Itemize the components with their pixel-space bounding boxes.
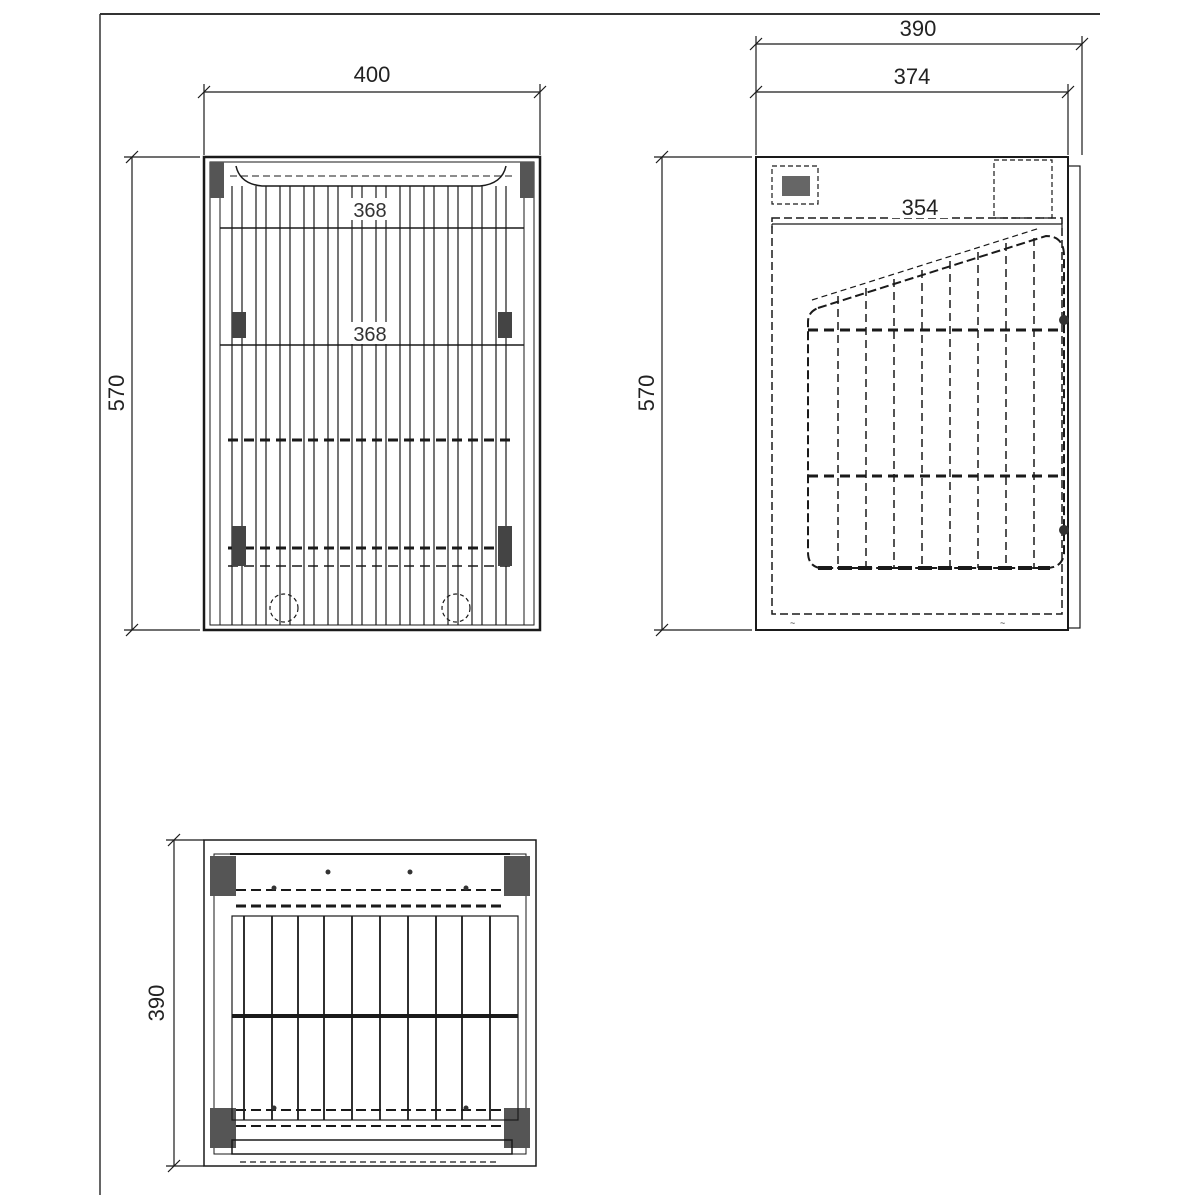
side-depth-dimension [750, 36, 1088, 155]
front-height-label: 570 [104, 374, 129, 412]
front-hinge-top-left [210, 162, 224, 198]
front-bracket-low-left [232, 526, 246, 566]
front-bracket-mid-right [498, 312, 512, 338]
front-height-dimension [124, 151, 200, 636]
top-hinge-top-right [504, 856, 530, 896]
svg-text:~: ~ [790, 618, 796, 628]
front-hinge-top-right [520, 162, 534, 198]
front-wheel-left [270, 594, 298, 622]
front-width-dimension [198, 84, 546, 155]
side-depth-label: 390 [899, 16, 937, 41]
side-inner-depth-dimension [750, 84, 1074, 155]
side-basket-outline [808, 236, 1064, 568]
front-width-label: 400 [353, 62, 391, 87]
front-view [104, 62, 546, 636]
side-basket-slats [838, 238, 1034, 568]
top-depth-label: 390 [144, 984, 169, 1022]
side-hinge-right [994, 160, 1052, 218]
top-view [144, 834, 536, 1172]
side-inner-depth-label: 374 [893, 64, 931, 89]
side-fixing-top [1059, 315, 1069, 325]
side-height-dimension [654, 151, 752, 636]
front-inner-width-mid: 368 [353, 324, 387, 346]
top-hinge-bottom-right [504, 1108, 530, 1148]
side-view [634, 16, 1088, 636]
side-basket-label: 354 [901, 195, 939, 220]
front-wheel-right [442, 594, 470, 622]
side-fixing-bottom [1059, 525, 1069, 535]
side-cabinet-outline [756, 157, 1068, 630]
side-door-edge [1068, 166, 1080, 628]
front-slats [232, 186, 506, 625]
front-bracket-low-right [498, 526, 512, 566]
svg-text:~: ~ [1000, 618, 1006, 628]
top-cabinet-outline [204, 840, 536, 1166]
front-bracket-mid-left [232, 312, 246, 338]
front-inner-width-top: 368 [353, 200, 387, 222]
side-height-label: 570 [634, 374, 659, 412]
top-depth-dimension [166, 834, 204, 1172]
top-handle-bar [232, 1140, 512, 1154]
top-hinge-top-left [210, 856, 236, 896]
